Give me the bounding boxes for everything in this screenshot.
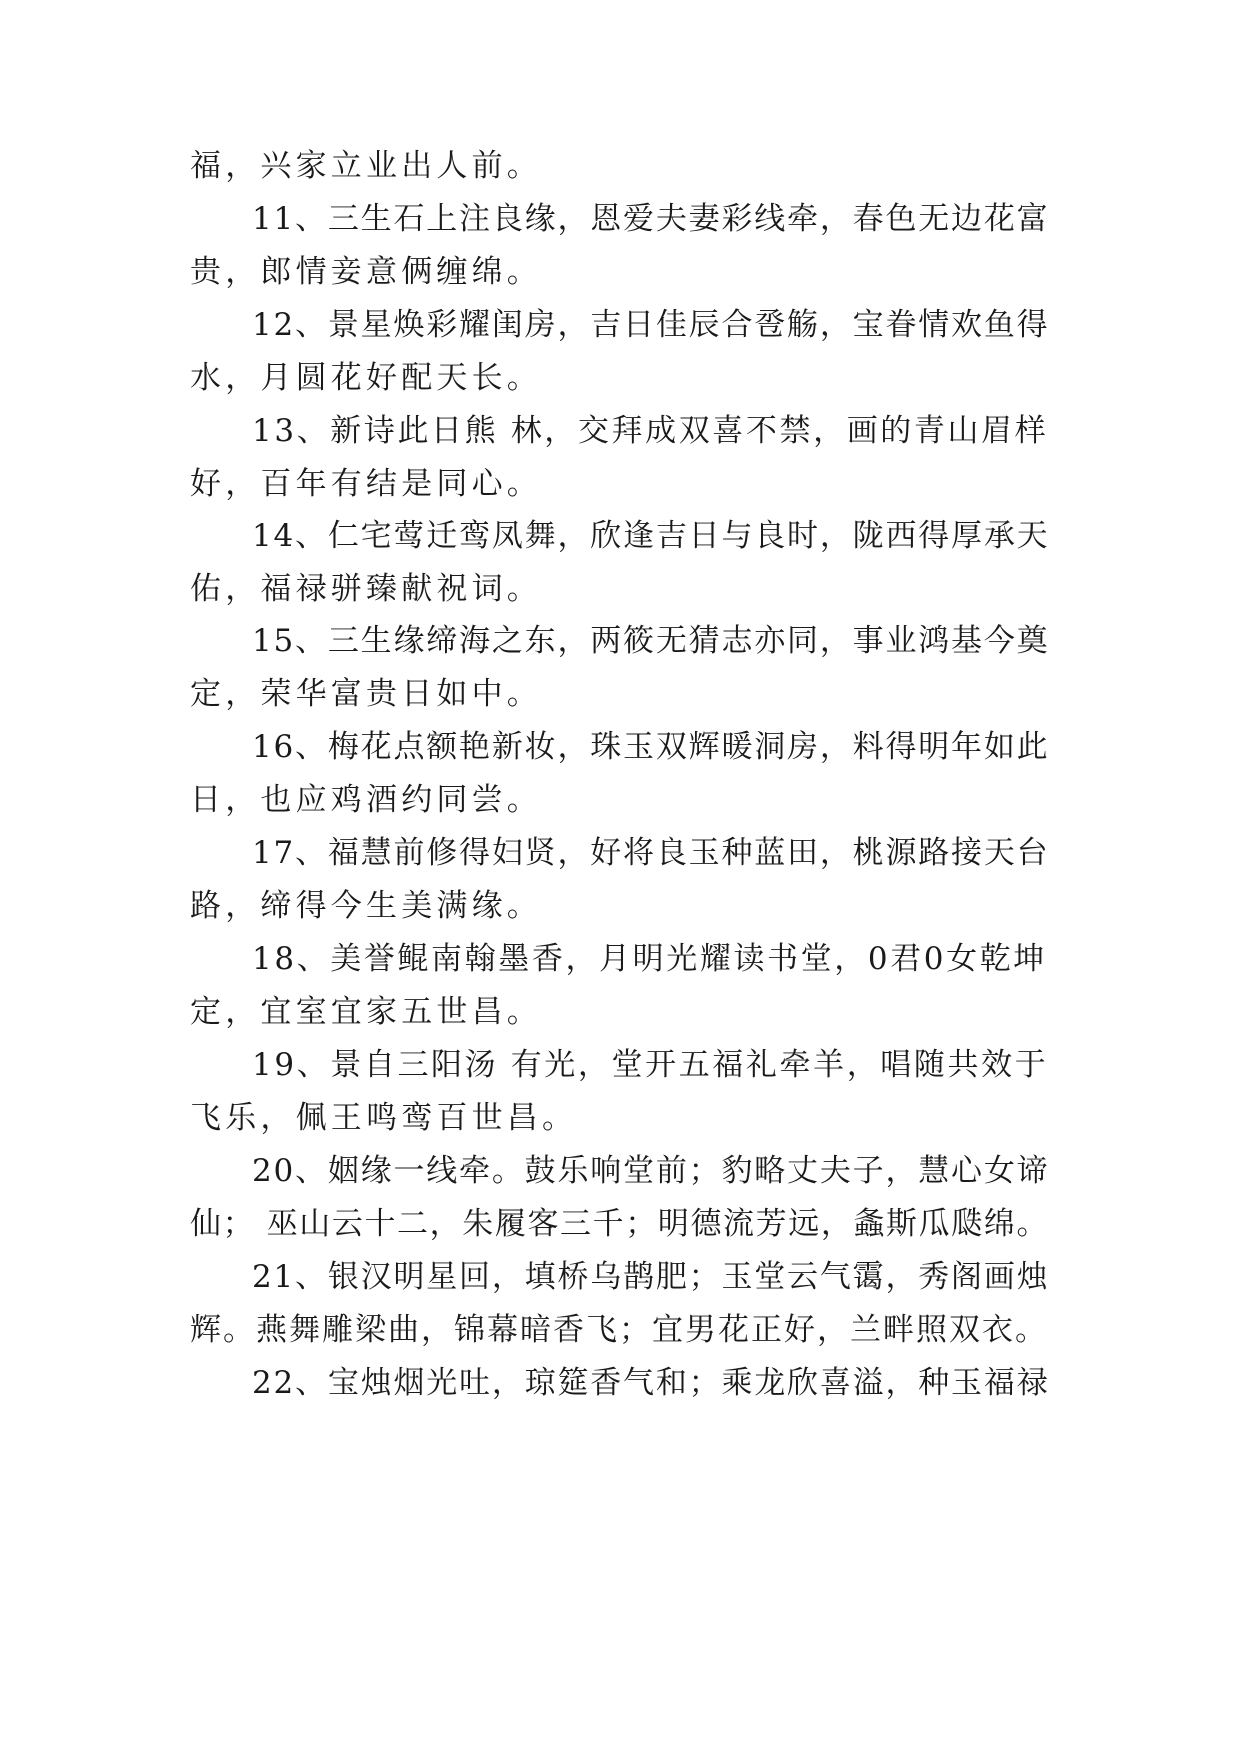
text-line: 定，荣华富贵日如中。 — [190, 676, 542, 712]
text-line: 水，月圆花好配天长。 — [190, 360, 542, 396]
text-line: 福，兴家立业出人前。 — [190, 148, 542, 184]
text-line: 14、仁宅莺迁鸾凤舞，欣逢吉日与良时，陇西得厚承天 — [252, 518, 1050, 554]
text-line: 定，宜室宜家五世昌。 — [190, 994, 542, 1030]
text-line: 贵，郎情妾意俩缠绵。 — [190, 254, 542, 290]
text-line: 12、景星焕彩耀闺房，吉日佳辰合卺觞，宝眷情欢鱼得 — [252, 307, 1050, 343]
text-line: 13、新诗此日熊 林，交拜成双喜不禁，画的青山眉样 — [252, 413, 1049, 449]
text-line: 仙； 巫山云十二，朱履客三千；明德流芳远，螽斯瓜瓞绵。 — [190, 1206, 1050, 1242]
text-line: 16、梅花点额艳新妆，珠玉双辉暖洞房，料得明年如此 — [252, 729, 1050, 765]
text-line: 路，缔得今生美满缘。 — [190, 888, 542, 924]
text-line: 15、三生缘缔海之东，两筱无猜志亦同，事业鸿基今奠 — [252, 623, 1050, 659]
text-line: 18、美誉鲲南翰墨香，月明光耀读书堂，0君0女乾坤 — [252, 941, 1047, 977]
text-line: 21、银汉明星回，填桥乌鹊肥；玉堂云气霭，秀阁画烛 — [252, 1259, 1050, 1295]
text-line: 11、三生石上注良缘，恩爱夫妻彩线牵，春色无边花富 — [252, 201, 1050, 237]
text-line: 辉。燕舞雕梁曲，锦幕暗香飞；宜男花正好，兰畔照双衣。 — [190, 1312, 1048, 1348]
text-line: 17、福慧前修得妇贤，好将良玉种蓝田，桃源路接天台 — [252, 835, 1050, 871]
text-line: 20、姻缘一线牵。鼓乐响堂前；豹略丈夫子，慧心女谛 — [252, 1153, 1050, 1189]
text-line: 好，百年有结是同心。 — [190, 466, 542, 502]
text-line: 飞乐，佩王鸣鸾百世昌。 — [190, 1100, 578, 1136]
text-line: 佑，福禄骈臻献祝词。 — [190, 571, 542, 607]
text-line: 19、景自三阳汤 有光，堂开五福礼牵羊，唱随共效于 — [252, 1047, 1049, 1083]
text-line: 22、宝烛烟光吐，琼筵香气和；乘龙欣喜溢，种玉福禄 — [252, 1365, 1050, 1401]
text-line: 日，也应鸡酒约同尝。 — [190, 782, 542, 818]
